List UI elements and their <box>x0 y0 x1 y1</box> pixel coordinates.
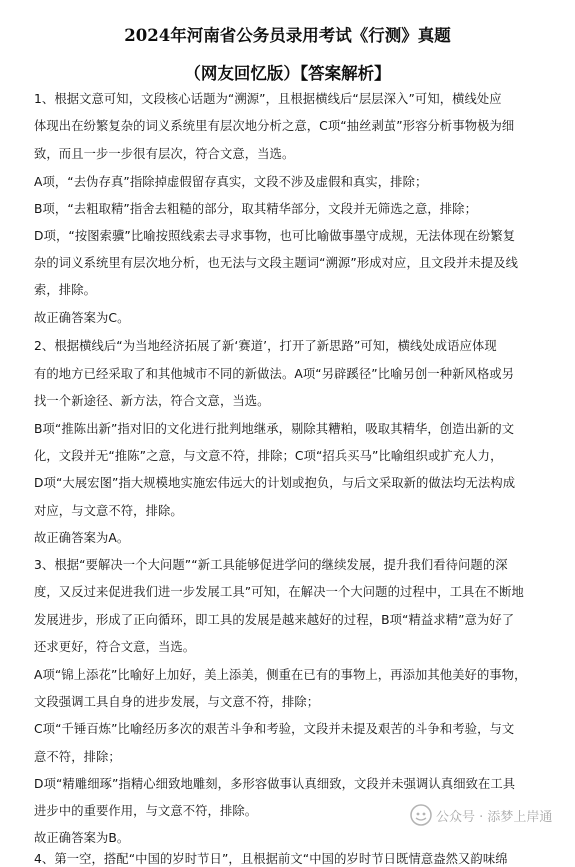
text-line: 4、第一空，搭配“中国的岁时节日”，且根据前文“中国的岁时节日既情意盎然又韵味绵 <box>34 852 508 866</box>
text-line: 体现出在纷繁复杂的词义系统里有层次地分析之意，C项“抽丝剥茧”形容分析事物极为细 <box>34 119 515 133</box>
text-line: 故正确答案为C。 <box>34 311 130 325</box>
text-line: 意不符，排除； <box>34 750 121 764</box>
text-line: 文段强调工具自身的进步发展，与文意不符，排除； <box>34 695 320 709</box>
text-line: 故正确答案为A。 <box>34 531 130 545</box>
text-line: 对应，与文意不符，排除。 <box>34 504 183 518</box>
document-title: 2024年河南省公务员录用考试《行测》真题 <box>124 26 451 45</box>
text-line: 杂的词义系统里有层次地分析，也无法与文段主题词“溯源”形成对应，且文段并未提及线 <box>34 256 519 270</box>
text-line: 度，又反过来促进我们进一步发展工具”可知，在解决一个大问题的过程中，工具在不断地 <box>34 585 524 599</box>
text-line: 故正确答案为B。 <box>34 831 130 845</box>
text-line: 3、根据“要解决一个大问题”“新工具能够促进学问的继续发展，提升我们看待问题的深 <box>34 558 508 572</box>
text-line: A项，“去伪存真”指除掉虚假留存真实，文段不涉及虚假和真实，排除； <box>34 175 428 189</box>
wechat-icon <box>410 804 432 826</box>
text-line: 致，而且一步一步很有层次，符合文意，当选。 <box>34 147 295 161</box>
text-line: A项“锦上添花”比喻好上加好，美上添美，侧重在已有的事物上，再添加其他美好的事物， <box>34 668 527 682</box>
document-subtitle: （网友回忆版）【答案解析】 <box>184 64 391 83</box>
wechat-watermark <box>410 800 575 830</box>
text-line: D项，“按图索骥”比喻按照线索去寻求事物，也可比喻做事墨守成规，无法体现在纷繁复 <box>34 229 516 243</box>
text-line: 有的地方已经采取了和其他城市不同的新做法。A项“另辟蹊径”比喻另创一种新风格或另 <box>34 367 515 381</box>
text-line: D项“大展宏图”指大规模地实施宏伟远大的计划或抱负，与后文采取新的做法均无法构成 <box>34 476 516 490</box>
text-line: 2、根据横线后“为当地经济拓展了新‘赛道’，打开了新思路”可知，横线处成语应体现 <box>34 339 497 353</box>
text-line: 发展进步，形成了正向循环，即工具的发展是越来越好的过程，B项“精益求精”意为好了 <box>34 613 515 627</box>
text-line: C项“千锤百炼”比喻经历多次的艰苦斗争和考验，文段并未提及艰苦的斗争和考验，与文 <box>34 722 515 736</box>
text-line: 还求更好，符合文意，当选。 <box>34 640 196 654</box>
text-line: 索，排除。 <box>34 283 96 297</box>
text-line: 进步中的重要作用，与文意不符，排除。 <box>34 804 258 818</box>
text-line: 找一个新途径、新方法，符合文意，当选。 <box>34 394 270 408</box>
text-line: D项“精雕细琢”指精心细致地雕刻，多形容做事认真细致，文段并未强调认真细致在工具 <box>34 777 516 791</box>
watermark-text: 公众号 · 添梦上岸通 <box>436 810 553 825</box>
text-line: B项“推陈出新”指对旧的文化进行批判地继承，剔除其糟粕，吸取其精华，创造出新的文 <box>34 422 515 436</box>
text-line: 1、根据文意可知，文段核心话题为“溯源”，且根据横线后“层层深入”可知，横线处应 <box>34 92 502 106</box>
text-line: B项，“去粗取精”指舍去粗糙的部分，取其精华部分，文段并无筛选之意，排除； <box>34 202 477 216</box>
text-line: 化，文段并无“推陈”之意，与文意不符，排除；C项“招兵买马”比喻组织或扩充人力， <box>34 449 503 463</box>
